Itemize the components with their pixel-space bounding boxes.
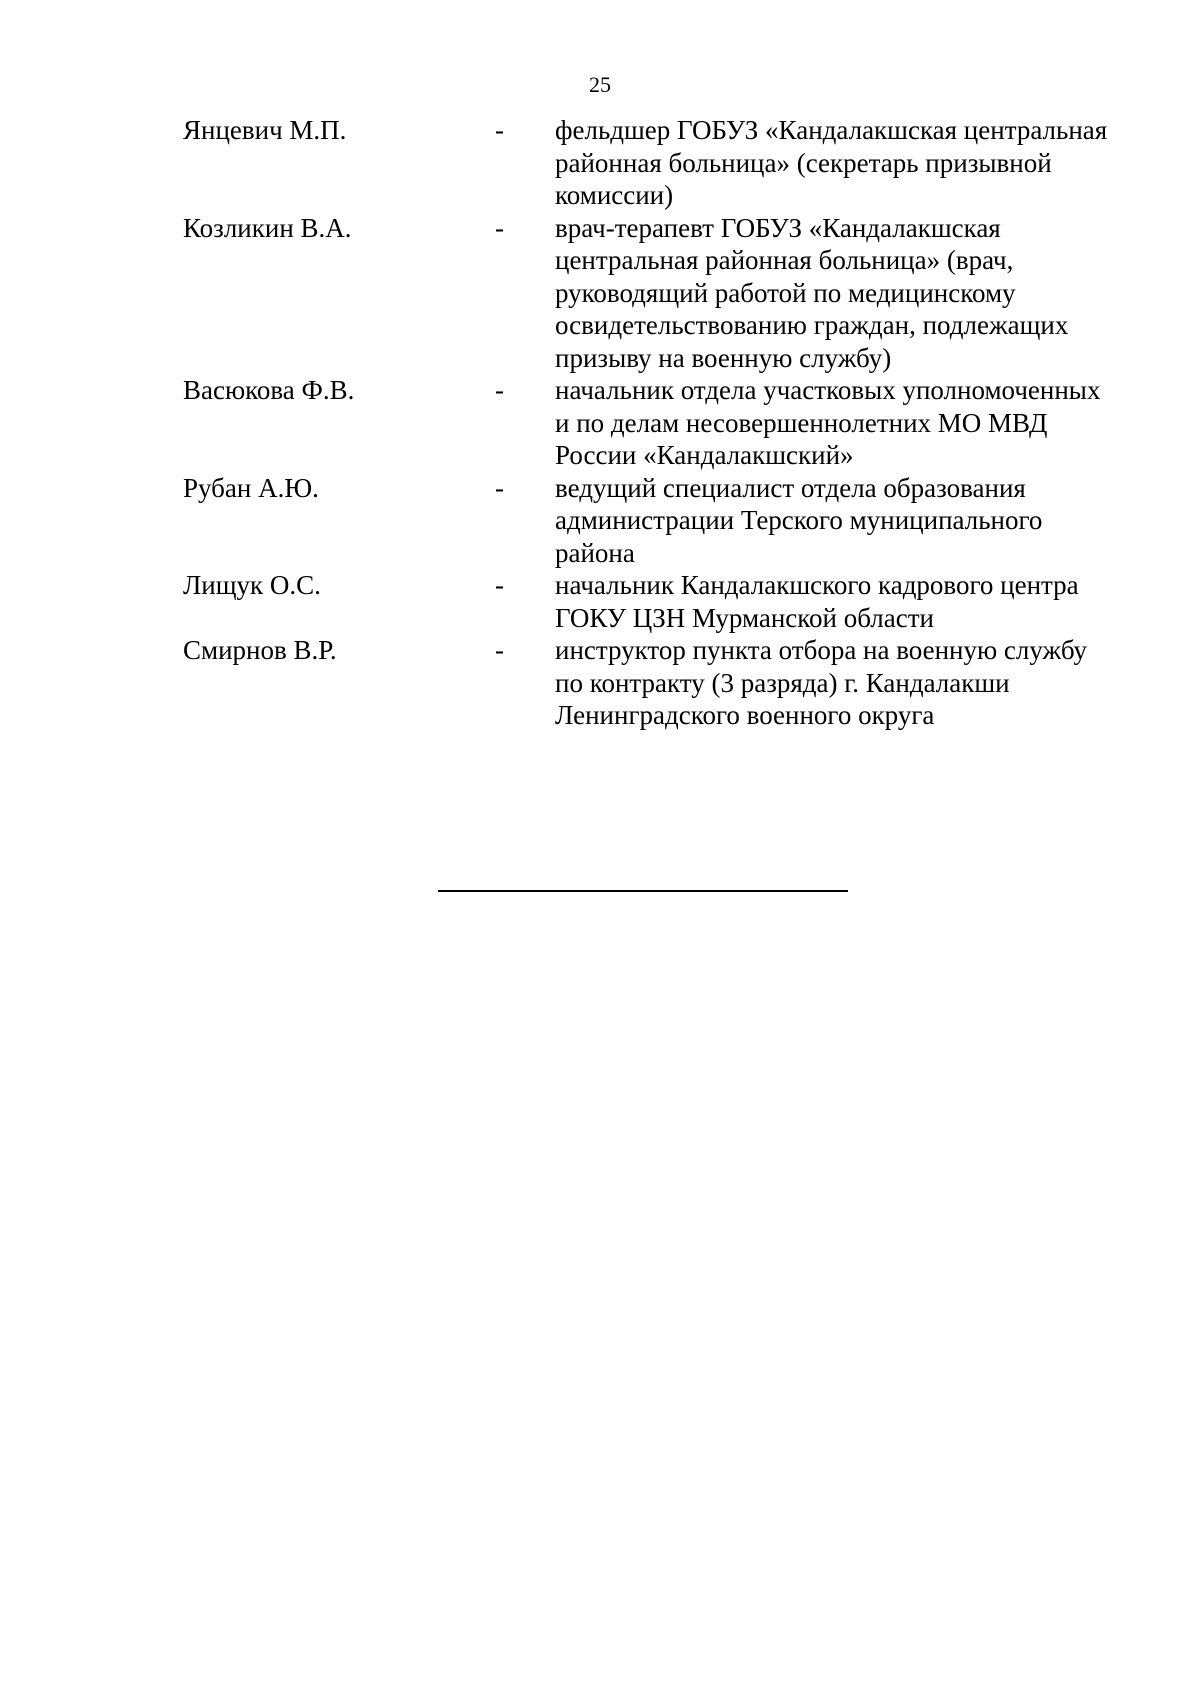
- position-line: районная больница» (секретарь призывной: [555, 147, 1052, 178]
- member-position: [555, 569, 1143, 634]
- member-name: Васюкова Ф.В.: [183, 375, 355, 405]
- commission-members-list: [183, 114, 1143, 732]
- member-position: [555, 472, 1143, 570]
- position-line: ГОКУ ЦЗН Мурманской области: [555, 602, 934, 633]
- member-position: [555, 114, 1143, 212]
- page-number: 25: [589, 72, 611, 97]
- list-item: [183, 114, 1143, 212]
- member-name: Янцевич М.П.: [183, 115, 347, 145]
- position-line: руководящий работой по медицинскому: [555, 277, 1016, 308]
- position-line: врач-терапевт ГОБУЗ «Кандалакшская: [555, 212, 1001, 243]
- position-line: России «Кандалакшский»: [555, 440, 854, 470]
- position-line: по контракту (3 разряда) г. Кандалакши: [555, 667, 1010, 698]
- member-name: Лищук О.С.: [183, 570, 321, 600]
- member-position: [555, 212, 1143, 375]
- position-line: начальник отдела участковых уполномоченных: [555, 375, 1101, 405]
- position-line: центральная районная больница» (врач,: [555, 245, 1014, 275]
- position-line: Ленинградского военного округа: [555, 700, 935, 730]
- list-item: [183, 634, 1143, 732]
- list-item: [183, 569, 1143, 634]
- separator-dash: -: [495, 375, 504, 405]
- separator-dash: -: [495, 635, 504, 665]
- end-of-list-rule: [438, 890, 848, 892]
- list-item: [183, 212, 1143, 375]
- position-line: комиссии): [555, 180, 674, 210]
- position-line: и по делам несовершеннолетних МО МВД: [555, 407, 1048, 438]
- position-line: района: [555, 537, 635, 568]
- member-name: Рубан А.Ю.: [183, 472, 319, 503]
- member-name: Смирнов В.Р.: [183, 635, 337, 665]
- position-line: фельдшер ГОБУЗ «Кандалакшская центральная: [555, 115, 1108, 145]
- position-line: начальник Кандалакшского кадрового центра: [555, 570, 1079, 600]
- member-position: [555, 634, 1143, 732]
- position-line: ведущий специалист отдела образования: [555, 472, 1026, 503]
- list-item: [183, 374, 1143, 472]
- member-name: Козликин В.А.: [183, 212, 352, 243]
- member-position: [555, 374, 1143, 472]
- separator-dash: -: [495, 570, 504, 600]
- separator-dash: -: [495, 472, 504, 503]
- position-line: призыву на военную службу): [555, 342, 892, 373]
- list-item: [183, 472, 1143, 570]
- separator-dash: -: [495, 212, 504, 243]
- position-line: инструктор пункта отбора на военную службу: [555, 635, 1088, 665]
- separator-dash: -: [495, 115, 504, 145]
- position-line: администрации Терского муниципального: [555, 505, 1043, 535]
- position-line: освидетельствованию граждан, подлежащих: [555, 310, 1069, 340]
